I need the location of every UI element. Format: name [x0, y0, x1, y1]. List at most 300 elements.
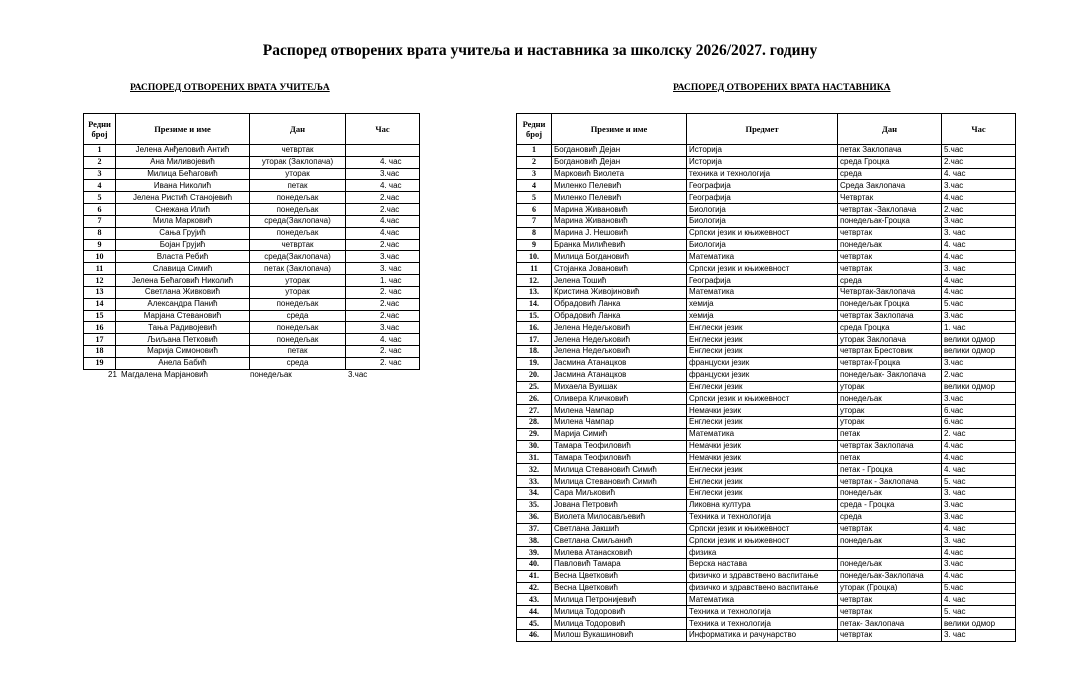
table-cell: четвртак — [250, 145, 346, 157]
table-cell: 7 — [84, 215, 116, 227]
table-cell: Марија Симоновић — [116, 346, 250, 358]
table-cell: 1 — [84, 145, 116, 157]
table-cell: 30. — [517, 440, 552, 452]
table-cell: Информатика и рачунарство — [687, 629, 838, 641]
table-cell: 32. — [517, 464, 552, 476]
table-cell: 3. час — [942, 263, 1016, 275]
table-cell: 2. час — [346, 286, 420, 298]
table-cell: уторак — [250, 286, 346, 298]
page-title: Распоред отворених врата учитеља и наставника за школску 2026/2027. годину — [262, 42, 818, 59]
table-cell: Марија Симић — [552, 428, 687, 440]
table-cell: 3. час — [942, 227, 1016, 239]
table-cell: петак — [250, 180, 346, 192]
table-row — [517, 215, 1016, 227]
table-row — [517, 275, 1016, 287]
table-cell: 16. — [517, 322, 552, 334]
table-cell: уторак (Заклопача) — [250, 156, 346, 168]
table-row — [517, 357, 1016, 369]
table-cell: 37. — [517, 523, 552, 535]
table-cell: понедељак — [250, 204, 346, 216]
column-header-period: Час — [942, 114, 1016, 145]
table-cell: Четвртак-Заклопача — [838, 286, 942, 298]
table-cell: четвртак — [250, 239, 346, 251]
table-row — [84, 215, 420, 227]
column-header-subject: Предмет — [687, 114, 838, 145]
table-cell: 3. час — [942, 488, 1016, 500]
table-cell: среда — [838, 168, 942, 180]
table-header-row — [517, 114, 1016, 145]
table-cell: 31. — [517, 452, 552, 464]
table-row — [517, 558, 1016, 570]
table-cell: Виолета Милосављевић — [552, 511, 687, 523]
table-cell: 18. — [517, 346, 552, 358]
table-cell: Тамара Теофиловић — [552, 440, 687, 452]
table-cell: 3. час — [942, 629, 1016, 641]
table-cell: петак — [838, 428, 942, 440]
table-cell: Снежана Илић — [116, 204, 250, 216]
table-row — [517, 263, 1016, 275]
table-cell: Милош Вукашиновић — [552, 629, 687, 641]
table-cell: 5. час — [942, 606, 1016, 618]
table-row — [84, 275, 420, 287]
table-row — [517, 346, 1016, 358]
table-cell: 4. час — [942, 168, 1016, 180]
table-cell: 25. — [517, 381, 552, 393]
table-cell: 16 — [84, 322, 116, 334]
table-row — [517, 405, 1016, 417]
table-cell: 18 — [84, 346, 116, 358]
table-cell: Историја — [687, 156, 838, 168]
table-row — [517, 594, 1016, 606]
table-cell: Миленко Пелевић — [552, 192, 687, 204]
table-cell: Кристина Живојиновић — [552, 286, 687, 298]
table-cell: 4. час — [942, 594, 1016, 606]
table-cell: Среда Заклопача — [838, 180, 942, 192]
table-cell — [346, 145, 420, 157]
table-cell: Обрадовић Ланка — [552, 310, 687, 322]
table-cell: петак — [838, 452, 942, 464]
table-cell: Милена Чампар — [552, 405, 687, 417]
table-cell: Милена Чампар — [552, 417, 687, 429]
table-cell: Ликовна култура — [687, 499, 838, 511]
table-cell: 13. — [517, 286, 552, 298]
table-cell: 2.час — [346, 192, 420, 204]
table-cell: 4.час — [942, 275, 1016, 287]
table-cell: Сара Миљковић — [552, 488, 687, 500]
table-cell: Енглески језик — [687, 464, 838, 476]
table-cell: 19. — [517, 357, 552, 369]
table-row — [517, 618, 1016, 630]
table-cell: 4. час — [942, 523, 1016, 535]
table-cell: четвртак — [838, 606, 942, 618]
table-cell: 2.час — [942, 204, 1016, 216]
table-cell: 3 — [84, 168, 116, 180]
extra-entry-name: Магдалена Марјановић — [121, 370, 208, 379]
table-cell: 5. час — [942, 476, 1016, 488]
table-cell: 4.час — [346, 215, 420, 227]
table-cell: 4.час — [942, 570, 1016, 582]
table-row — [84, 263, 420, 275]
table-cell: Богдановић Дејан — [552, 145, 687, 157]
table-cell: 2.час — [942, 156, 1016, 168]
table-cell: Енглески језик — [687, 334, 838, 346]
table-cell: 7 — [517, 215, 552, 227]
column-header-day: Дан — [838, 114, 942, 145]
table-cell: Јелена Ристић Станојевић — [116, 192, 250, 204]
table-cell: петак - Гроцка — [838, 464, 942, 476]
table-row — [517, 192, 1016, 204]
table-cell: 6.час — [942, 405, 1016, 417]
table-cell: Мила Марковић — [116, 215, 250, 227]
table-cell: Милица Стевановић Симић — [552, 476, 687, 488]
table-cell: Марјана Стевановић — [116, 310, 250, 322]
table-row — [517, 629, 1016, 641]
table-cell: велики одмор — [942, 334, 1016, 346]
table-cell: 4. час — [346, 156, 420, 168]
table-cell: петак Заклопача — [838, 145, 942, 157]
table-cell: Верска настава — [687, 558, 838, 570]
extra-entry: 21 — [108, 370, 117, 379]
table-cell: 3.час — [942, 393, 1016, 405]
table-cell: хемија — [687, 298, 838, 310]
table-cell — [838, 547, 942, 559]
table-cell: петак- Заклопача — [838, 618, 942, 630]
table-cell: 46. — [517, 629, 552, 641]
table-row — [84, 180, 420, 192]
table-cell: Милица Стевановић Симић — [552, 464, 687, 476]
table-cell: Српски језик и књижевност — [687, 393, 838, 405]
table-row — [84, 227, 420, 239]
table-cell: 4. час — [942, 464, 1016, 476]
table-row — [517, 145, 1016, 157]
table-cell: Ивана Николић — [116, 180, 250, 192]
table-cell: 2.час — [346, 310, 420, 322]
table-cell: понедељак — [250, 298, 346, 310]
table-cell: 4.час — [942, 286, 1016, 298]
table-cell: четвртак — [838, 263, 942, 275]
table-cell: Енглески језик — [687, 417, 838, 429]
table-cell: 9 — [84, 239, 116, 251]
table-cell: техника и технологија — [687, 168, 838, 180]
table-cell: Јелена Бећаговић Николић — [116, 275, 250, 287]
table-cell: Стојанка Јовановић — [552, 263, 687, 275]
table-cell: физика — [687, 547, 838, 559]
table-cell: четвртак-Гроцка — [838, 357, 942, 369]
table-cell: 17 — [84, 334, 116, 346]
table-cell: 3.час — [942, 511, 1016, 523]
table-cell: Јелена Недељковић — [552, 346, 687, 358]
table-cell: Географија — [687, 180, 838, 192]
extra-entry-day: понедељак — [250, 370, 292, 379]
table-cell: Јелена Тошић — [552, 275, 687, 287]
table-row — [517, 180, 1016, 192]
table-cell: Милева Атанасковић — [552, 547, 687, 559]
table-cell: понедељак — [838, 488, 942, 500]
teachers-schedule-heading: РАСПОРЕД ОТВОРЕНИХ ВРАТА УЧИТЕЉА — [130, 83, 330, 93]
table-cell: Српски језик и књижевност — [687, 227, 838, 239]
table-cell: 1. час — [942, 322, 1016, 334]
table-cell: Милица Тодоровић — [552, 618, 687, 630]
table-cell: 4 — [84, 180, 116, 192]
table-cell: Енглески језик — [687, 322, 838, 334]
table-row — [84, 192, 420, 204]
table-cell: Биологија — [687, 215, 838, 227]
table-cell: Јасмина Атанацков — [552, 357, 687, 369]
table-cell: Географија — [687, 192, 838, 204]
table-cell: понедељак- Заклопача — [838, 369, 942, 381]
table-cell: 3.час — [942, 180, 1016, 192]
table-cell: 3.час — [942, 357, 1016, 369]
table-cell: понедељак — [250, 322, 346, 334]
table-cell: 33. — [517, 476, 552, 488]
table-row — [517, 322, 1016, 334]
teachers-table-body — [84, 145, 420, 370]
table-cell: 5.час — [942, 298, 1016, 310]
table-cell: Милица Петронијевић — [552, 594, 687, 606]
table-cell: 5 — [84, 192, 116, 204]
table-cell: 41. — [517, 570, 552, 582]
table-cell: 3.час — [942, 310, 1016, 322]
table-cell: понедељак — [838, 535, 942, 547]
table-cell: 39. — [517, 547, 552, 559]
table-cell: Јелена Анђеловић Антић — [116, 145, 250, 157]
table-cell: Јасмина Атанацков — [552, 369, 687, 381]
table-cell: 29. — [517, 428, 552, 440]
table-cell: 4. час — [942, 239, 1016, 251]
table-cell: 14. — [517, 298, 552, 310]
table-cell: 2 — [84, 156, 116, 168]
table-cell: Марина Живановић — [552, 215, 687, 227]
table-cell: 4 — [517, 180, 552, 192]
table-cell: понедељак Гроцка — [838, 298, 942, 310]
table-cell: Миленко Пелевић — [552, 180, 687, 192]
table-cell: 4.час — [942, 440, 1016, 452]
table-cell: Богдановић Дејан — [552, 156, 687, 168]
teachers-schedule-table — [83, 113, 420, 370]
table-cell: понедељак — [250, 227, 346, 239]
table-cell: четвртак -Заклопача — [838, 204, 942, 216]
table-cell: уторак — [250, 168, 346, 180]
table-cell: 8 — [517, 227, 552, 239]
table-row — [84, 357, 420, 369]
table-cell: среда - Гроцка — [838, 499, 942, 511]
table-row — [517, 440, 1016, 452]
table-row — [517, 452, 1016, 464]
table-row — [517, 310, 1016, 322]
table-cell: уторак (Гроцка) — [838, 582, 942, 594]
table-cell: 12. — [517, 275, 552, 287]
table-cell: Павловић Тамара — [552, 558, 687, 570]
table-row — [84, 346, 420, 358]
subject-teachers-schedule-heading: РАСПОРЕД ОТВОРЕНИХ ВРАТА НАСТАВНИКА — [673, 83, 891, 93]
table-cell: велики одмор — [942, 618, 1016, 630]
subject-teachers-table-body — [517, 145, 1016, 642]
table-row — [517, 298, 1016, 310]
table-cell: Љиљана Петковић — [116, 334, 250, 346]
column-header-name: Презиме и име — [116, 114, 250, 145]
table-row — [517, 334, 1016, 346]
table-cell: Српски језик и књижевност — [687, 523, 838, 535]
table-cell: Светлана Живковић — [116, 286, 250, 298]
column-header-number: Редни број — [84, 114, 116, 145]
table-cell: 12 — [84, 275, 116, 287]
table-cell: 6 — [84, 204, 116, 216]
table-cell: понедељак — [250, 334, 346, 346]
table-cell: Математика — [687, 428, 838, 440]
table-cell: 28. — [517, 417, 552, 429]
column-header-number: Редни број — [517, 114, 552, 145]
table-row — [517, 251, 1016, 263]
table-row — [517, 393, 1016, 405]
table-cell: уторак — [838, 405, 942, 417]
table-cell: Тамара Теофиловић — [552, 452, 687, 464]
table-cell: француски језик — [687, 369, 838, 381]
table-cell: Марина Живановић — [552, 204, 687, 216]
table-cell: Светлана Јакшић — [552, 523, 687, 535]
table-cell: велики одмор — [942, 381, 1016, 393]
table-cell: среда(Заклопача) — [250, 251, 346, 263]
table-row — [517, 428, 1016, 440]
table-cell: 3.час — [942, 499, 1016, 511]
table-cell: Тања Радивојевић — [116, 322, 250, 334]
table-row — [517, 464, 1016, 476]
table-cell: уторак — [838, 417, 942, 429]
table-cell: 10 — [84, 251, 116, 263]
table-row — [84, 239, 420, 251]
table-cell: уторак — [838, 381, 942, 393]
table-cell: среда — [250, 310, 346, 322]
table-row — [84, 298, 420, 310]
column-header-day: Дан — [250, 114, 346, 145]
table-cell: 13 — [84, 286, 116, 298]
table-cell: Ана Миливојевић — [116, 156, 250, 168]
table-cell: понедељак — [838, 558, 942, 570]
table-cell: 44. — [517, 606, 552, 618]
table-cell: понедељак-Заклопача — [838, 570, 942, 582]
table-cell: физичко и здравствено васпитање — [687, 582, 838, 594]
table-row — [84, 334, 420, 346]
table-row — [517, 239, 1016, 251]
table-cell: Весна Цветковић — [552, 582, 687, 594]
table-cell: понедељак — [250, 192, 346, 204]
table-cell: уторак Заклопача — [838, 334, 942, 346]
table-cell: уторак — [250, 275, 346, 287]
table-row — [517, 582, 1016, 594]
table-row — [517, 369, 1016, 381]
table-cell: четвртак — [838, 251, 942, 263]
column-header-name: Презиме и име — [552, 114, 687, 145]
table-cell: Јелена Недељковић — [552, 322, 687, 334]
table-cell: Сања Грујић — [116, 227, 250, 239]
table-cell: Милица Бећаговић — [116, 168, 250, 180]
table-cell: 2. час — [346, 346, 420, 358]
table-cell: четвртак Заклопача — [838, 310, 942, 322]
table-cell: 43. — [517, 594, 552, 606]
table-cell: 5.час — [942, 582, 1016, 594]
table-cell: 2.час — [346, 239, 420, 251]
table-row — [517, 535, 1016, 547]
table-cell: понедељак — [838, 393, 942, 405]
table-cell: 14 — [84, 298, 116, 310]
table-row — [84, 204, 420, 216]
table-row — [84, 168, 420, 180]
table-cell: 4.час — [942, 251, 1016, 263]
table-cell: хемија — [687, 310, 838, 322]
table-cell: Немачки језик — [687, 440, 838, 452]
table-cell: 4.час — [942, 192, 1016, 204]
table-cell: 1 — [517, 145, 552, 157]
table-cell: четвртак Заклопача — [838, 440, 942, 452]
table-cell: Оливера Кличковић — [552, 393, 687, 405]
table-cell: Марина Ј. Нешовић — [552, 227, 687, 239]
table-cell: среда — [838, 511, 942, 523]
table-row — [517, 523, 1016, 535]
table-cell: петак — [250, 346, 346, 358]
table-cell: Марковић Виолета — [552, 168, 687, 180]
table-cell: 4.час — [346, 227, 420, 239]
table-cell: 36. — [517, 511, 552, 523]
table-cell: 34. — [517, 488, 552, 500]
table-cell: 35. — [517, 499, 552, 511]
table-cell: 4. час — [346, 334, 420, 346]
table-cell: Биологија — [687, 239, 838, 251]
table-row — [517, 606, 1016, 618]
subject-teachers-schedule-table — [516, 113, 1016, 642]
table-row — [84, 145, 420, 157]
table-row — [517, 488, 1016, 500]
table-cell: 15. — [517, 310, 552, 322]
table-cell: четвртак Брестовик — [838, 346, 942, 358]
table-cell: 38. — [517, 535, 552, 547]
table-cell: Јелена Недељковић — [552, 334, 687, 346]
table-cell: 2.час — [942, 369, 1016, 381]
table-cell: Енглески језик — [687, 346, 838, 358]
table-cell: Славица Симић — [116, 263, 250, 275]
table-row — [517, 286, 1016, 298]
table-cell: 10. — [517, 251, 552, 263]
table-row — [517, 168, 1016, 180]
table-cell: 2 — [517, 156, 552, 168]
table-cell: Милица Тодоровић — [552, 606, 687, 618]
table-cell: четвртак — [838, 523, 942, 535]
table-row — [517, 570, 1016, 582]
table-row — [517, 156, 1016, 168]
table-cell: 2. час — [942, 428, 1016, 440]
table-cell: Бојан Грујић — [116, 239, 250, 251]
table-row — [517, 499, 1016, 511]
table-cell: Александра Панић — [116, 298, 250, 310]
table-cell: 3.час — [942, 558, 1016, 570]
table-row — [84, 310, 420, 322]
table-row — [84, 251, 420, 263]
table-cell: среда — [250, 357, 346, 369]
table-cell: петак (Заклопача) — [250, 263, 346, 275]
table-cell: 42. — [517, 582, 552, 594]
table-cell: Математика — [687, 251, 838, 263]
table-cell: физичко и здравствено васпитање — [687, 570, 838, 582]
table-cell: Техника и технологија — [687, 606, 838, 618]
table-cell: Анела Бабић — [116, 357, 250, 369]
table-cell: 15 — [84, 310, 116, 322]
table-cell: Енглески језик — [687, 476, 838, 488]
table-cell: 4.час — [942, 452, 1016, 464]
table-row — [517, 476, 1016, 488]
table-cell: Математика — [687, 594, 838, 606]
table-row — [517, 547, 1016, 559]
table-cell: Немачки језик — [687, 405, 838, 417]
table-cell: 40. — [517, 558, 552, 570]
table-cell: 5.час — [942, 145, 1016, 157]
